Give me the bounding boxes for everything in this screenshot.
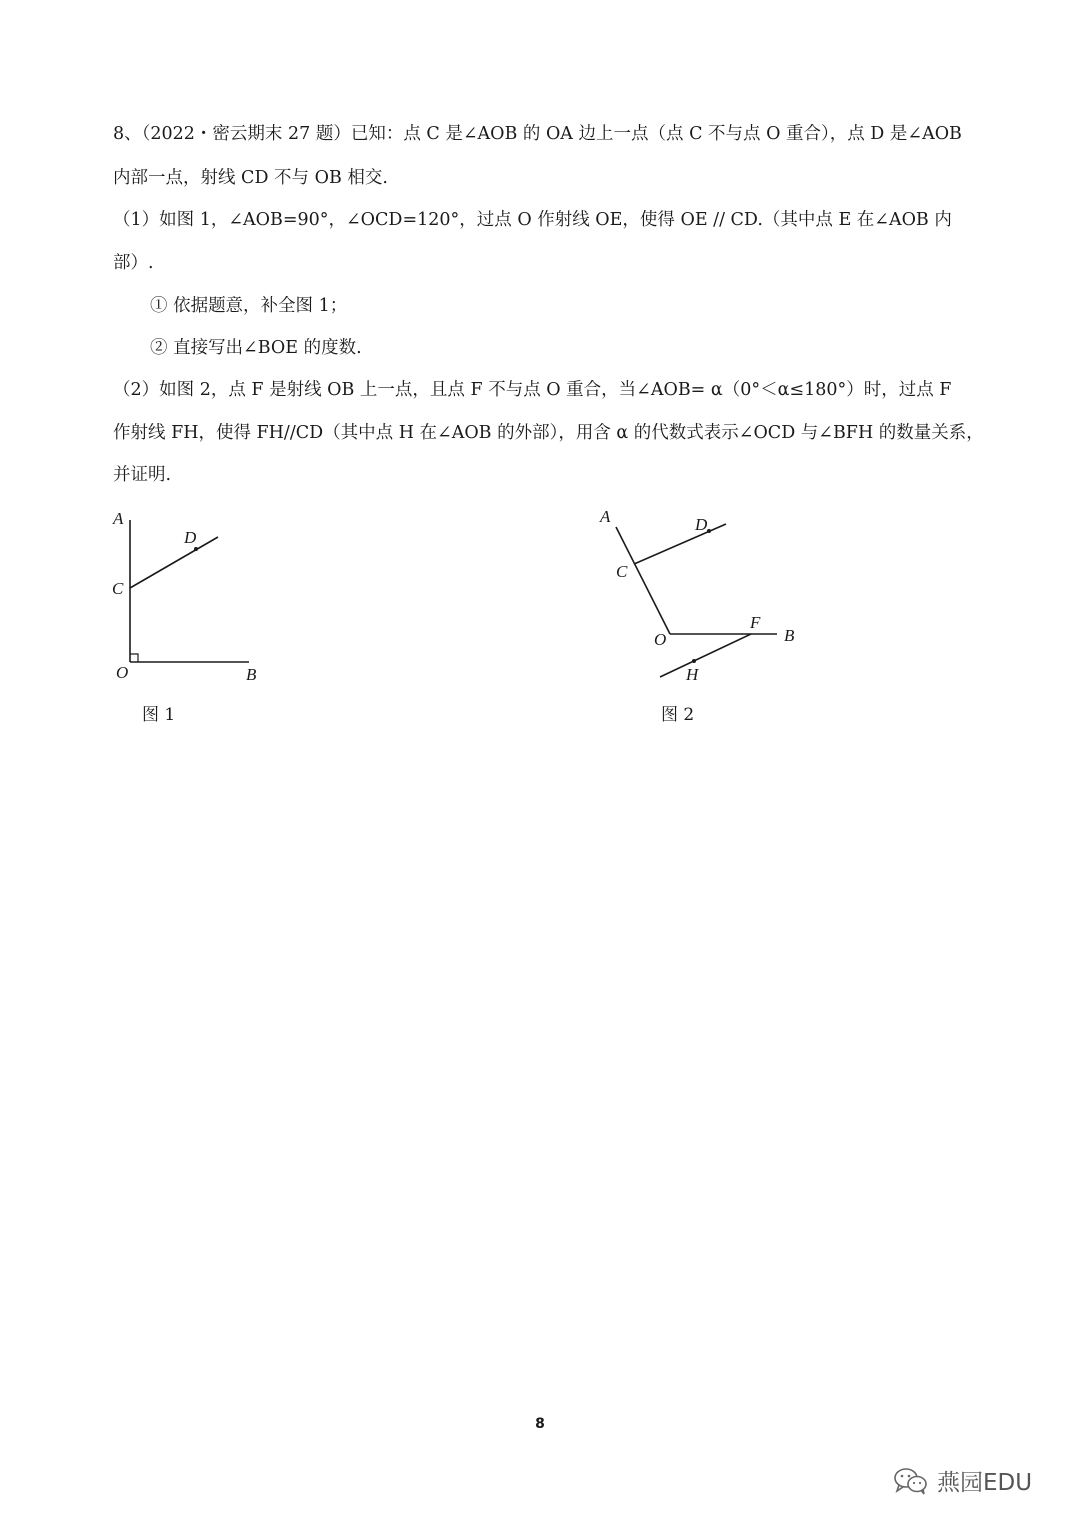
point-D-dot <box>707 529 711 533</box>
figure-2-caption: 图 2 <box>661 705 695 725</box>
label-C: C <box>616 562 628 581</box>
problem-line-2: 内部一点，射线 CD 不与 OB 相交. <box>113 168 388 188</box>
label-C: C <box>112 579 124 598</box>
point-H-dot <box>692 659 696 663</box>
label-O: O <box>654 630 667 649</box>
problem-line-6: ② 直接写出∠BOE 的度数. <box>150 338 362 358</box>
problem-line-8: 作射线 FH，使得 FH//CD（其中点 H 在∠AOB 的外部），用含 α 的代数式表示∠OCD 与∠BFH 的数量关系， <box>113 423 984 443</box>
problem-line-9: 并证明. <box>113 465 172 485</box>
page-number: 8 <box>535 1416 545 1432</box>
ray-CD <box>130 537 218 588</box>
figure-1 <box>100 500 290 690</box>
problem-line-7: （2）如图 2，点 F 是射线 OB 上一点，且点 F 不与点 O 重合，当∠AOB= α（0°＜α≤180°）时，过点 F <box>113 380 952 400</box>
figure-2 <box>590 500 810 690</box>
problem-line-3: （1）如图 1，∠AOB=90°，∠OCD=120°，过点 O 作射线 OE，使得 OE // CD.（其中点 E 在∠AOB 内 <box>113 210 952 230</box>
label-F: F <box>750 613 761 632</box>
wechat-icon <box>893 1466 929 1496</box>
problem-line-1: 8、（2022・密云期末 27 题）已知：点 C 是∠AOB 的 OA 边上一点（点 C 不与点 O 重合），点 D 是∠AOB <box>113 124 962 144</box>
ray-FH <box>660 634 751 677</box>
right-angle-mark <box>130 654 138 662</box>
problem-line-4: 部）. <box>113 253 154 273</box>
label-A: A <box>113 509 124 528</box>
label-D: D <box>695 515 708 534</box>
label-O: O <box>116 663 129 682</box>
label-H: H <box>686 665 699 684</box>
point-D-dot <box>194 547 198 551</box>
label-A: A <box>600 507 611 526</box>
label-D: D <box>184 528 197 547</box>
watermark <box>893 1464 1032 1497</box>
watermark-text: 燕园EDU <box>937 1470 1033 1496</box>
figure-1-caption: 图 1 <box>142 705 176 725</box>
label-B: B <box>784 626 795 645</box>
label-B: B <box>246 665 257 684</box>
ray-CD <box>634 524 726 564</box>
problem-line-5: ① 依据题意，补全图 1； <box>150 296 348 316</box>
